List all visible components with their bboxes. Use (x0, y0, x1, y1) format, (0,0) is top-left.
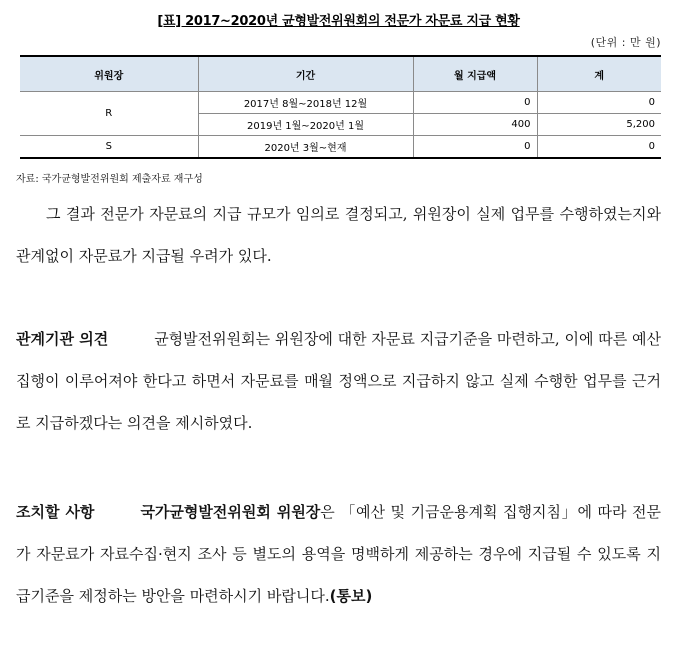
table-source: 자료: 국가균형발전위원회 제출자료 재구성 (16, 174, 203, 185)
header-period: 기간 (198, 56, 413, 92)
cell-chair: S (20, 136, 198, 159)
section-opinion (16, 318, 661, 444)
cell-total: 5,200 (537, 114, 661, 136)
action-heading: 조치할 사항 (16, 503, 95, 521)
section-action (16, 491, 661, 617)
unit-label: (단위 : 만 원) (590, 36, 661, 49)
action-text: 은 「예산 및 기금운용계획 집행지침」에 따라 전문가 자문료가 자료수집·현지 조사 등 별도의 용역을 명백하게 제공하는 경우에 지급될 수 있도록 지급기준을 제정하는 방안을 마련하시기 바랍니다. (16, 503, 661, 605)
cell-monthly: 0 (413, 92, 537, 114)
table-header-row (20, 56, 661, 92)
cell-chair: R (20, 92, 198, 136)
cell-total: 0 (537, 136, 661, 159)
cell-period: 2017년 8월~2018년 12월 (198, 92, 413, 114)
cell-monthly: 0 (413, 136, 537, 159)
action-target: 국가균형발전위원회 위원장 (140, 503, 321, 521)
header-monthly: 월 지급액 (413, 56, 537, 92)
cell-monthly: 400 (413, 114, 537, 136)
table-title: [표] 2017~2020년 균형발전위원회의 전문가 자문료 지급 현황 (157, 14, 520, 29)
header-chair: 위원장 (20, 56, 198, 92)
action-notice: (통보) (329, 587, 373, 605)
fee-table (20, 55, 661, 159)
opinion-heading: 관계기관 의견 (16, 330, 109, 348)
header-total: 계 (537, 56, 661, 92)
table-row (20, 136, 661, 159)
paragraph-result (16, 193, 661, 277)
opinion-text: 균형발전위원회는 위원장에 대한 자문료 지급기준을 마련하고, 이에 따른 예산집행이 이루어져야 한다고 하면서 자문료를 매월 정액으로 지급하지 않고 실제 수행한 업무를 근거로 지급하겠다는 의견을 제시하였다. (16, 330, 661, 432)
paragraph-result-text: 그 결과 전문가 자문료의 지급 규모가 임의로 결정되고, 위원장이 실제 업무를 수행하였는지와 관계없이 자문료가 지급될 우려가 있다. (16, 205, 661, 265)
cell-period: 2019년 1월~2020년 1월 (198, 114, 413, 136)
cell-period: 2020년 3월~현재 (198, 136, 413, 159)
cell-total: 0 (537, 92, 661, 114)
table-row (20, 92, 661, 114)
